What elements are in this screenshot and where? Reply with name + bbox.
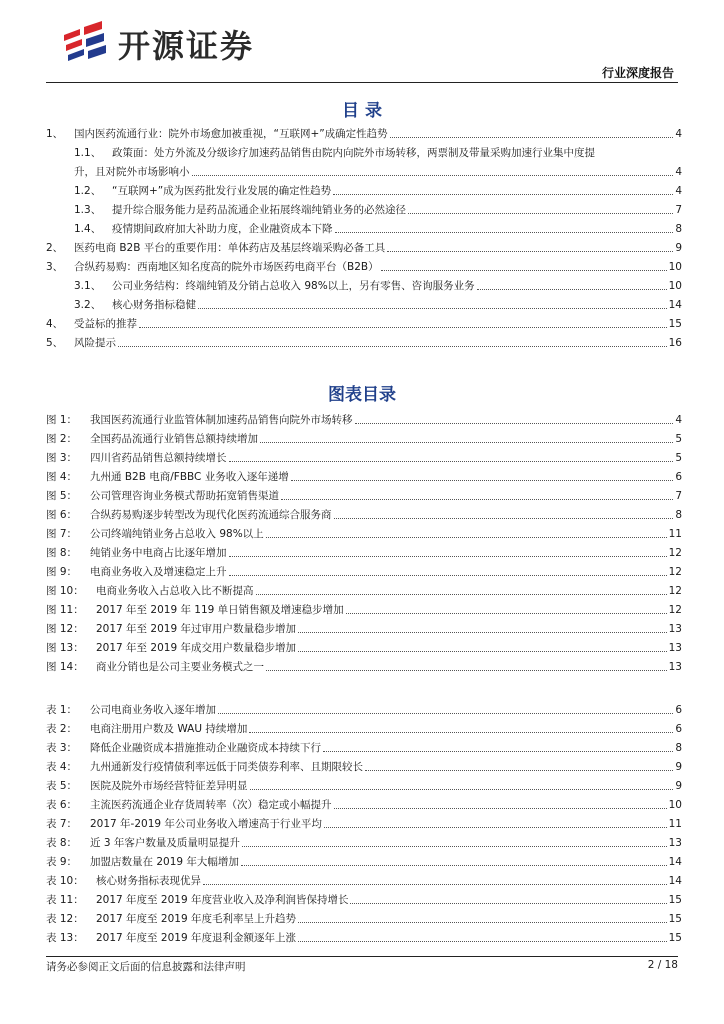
entry-number: 图 3： bbox=[46, 452, 78, 464]
entry-number: 表 3： bbox=[46, 742, 78, 754]
entry-number: 表 11： bbox=[46, 894, 84, 906]
entry-page-number: 10 bbox=[668, 261, 682, 273]
figure-entry[interactable] bbox=[46, 560, 682, 579]
dot-leader bbox=[218, 713, 673, 714]
entry-page-number: 15 bbox=[668, 894, 682, 906]
entry-page-number: 12 bbox=[668, 604, 682, 616]
entry-label: 公司电商业务收入逐年增加 bbox=[90, 704, 216, 716]
entry-label: 医院及院外市场经营特征差异明显 bbox=[90, 780, 248, 792]
table-entry[interactable] bbox=[46, 698, 682, 717]
entry-page-number: 9 bbox=[675, 780, 682, 792]
entry-page-number: 12 bbox=[668, 585, 682, 597]
figures-title: 图表目录 bbox=[328, 385, 396, 405]
entry-page-number: 16 bbox=[668, 337, 682, 349]
dot-leader bbox=[350, 903, 666, 904]
page-indicator: 2 / 18 bbox=[647, 959, 678, 971]
dot-leader bbox=[249, 732, 673, 733]
entry-label: 九州通新发行疫情债利率远低于同类债券利率、且期限较长 bbox=[90, 761, 363, 773]
table-entry[interactable] bbox=[46, 717, 682, 736]
dot-leader bbox=[118, 346, 667, 347]
entry-label: 商业分销也是公司主要业务模式之一 bbox=[96, 661, 264, 673]
table-entry[interactable] bbox=[46, 812, 682, 831]
toc-entry[interactable] bbox=[46, 274, 682, 293]
dot-leader bbox=[266, 670, 667, 671]
entry-label: 2017 年至 2019 年过审用户数量稳步增加 bbox=[96, 623, 296, 635]
entry-number: 图 11： bbox=[46, 604, 84, 616]
dot-leader bbox=[229, 556, 667, 557]
toc-entry[interactable] bbox=[46, 179, 682, 198]
entry-page-number: 13 bbox=[668, 837, 682, 849]
entry-page-number: 10 bbox=[668, 799, 682, 811]
dot-leader bbox=[298, 922, 667, 923]
entry-number: 表 10： bbox=[46, 875, 84, 887]
dot-leader bbox=[355, 423, 674, 424]
footer-divider bbox=[46, 956, 678, 957]
figure-entry[interactable] bbox=[46, 522, 682, 541]
dot-leader bbox=[229, 461, 674, 462]
entry-page-number: 15 bbox=[668, 932, 682, 944]
entry-number: 图 4： bbox=[46, 471, 78, 483]
entry-label: 降低企业融资成本措施推动企业融资成本持续下行 bbox=[90, 742, 321, 754]
dot-leader bbox=[229, 575, 667, 576]
entry-label: 2017 年度至 2019 年度营业收入及净利润皆保持增长 bbox=[96, 894, 349, 906]
entry-label: 公司终端纯销业务占总收入 98%以上 bbox=[90, 528, 264, 540]
entry-page-number: 12 bbox=[668, 547, 682, 559]
header-divider bbox=[46, 82, 678, 83]
figure-entry[interactable] bbox=[46, 617, 682, 636]
entry-number: 1.1、 bbox=[74, 147, 102, 159]
entry-number: 图 10： bbox=[46, 585, 84, 597]
dot-leader bbox=[203, 884, 667, 885]
dot-leader bbox=[298, 651, 667, 652]
entry-number: 5、 bbox=[46, 337, 64, 349]
entry-page-number: 13 bbox=[668, 623, 682, 635]
brand-name: 开源证券 bbox=[118, 27, 255, 65]
entry-number: 图 7： bbox=[46, 528, 78, 540]
entry-number: 4、 bbox=[46, 318, 64, 330]
entry-number: 3、 bbox=[46, 261, 64, 273]
entry-label: 主流医药流通企业存货周转率（次）稳定或小幅提升 bbox=[90, 799, 332, 811]
entry-label: 电商业务收入占总收入比不断提高 bbox=[96, 585, 254, 597]
dot-leader bbox=[390, 137, 674, 138]
table-entry[interactable] bbox=[46, 774, 682, 793]
entry-number: 图 5： bbox=[46, 490, 78, 502]
entry-page-number: 14 bbox=[668, 875, 682, 887]
logo-mark-icon bbox=[60, 21, 112, 67]
dot-leader bbox=[198, 308, 667, 309]
entry-number: 3.1、 bbox=[74, 280, 102, 292]
figure-entry[interactable] bbox=[46, 598, 682, 617]
table-entry[interactable] bbox=[46, 850, 682, 869]
entry-page-number: 8 bbox=[675, 223, 682, 235]
entry-page-number: 11 bbox=[668, 528, 682, 540]
entry-number: 图 8： bbox=[46, 547, 78, 559]
entry-page-number: 9 bbox=[675, 242, 682, 254]
table-entry[interactable] bbox=[46, 907, 682, 926]
entry-page-number: 4 bbox=[675, 414, 682, 426]
entry-number: 图 13： bbox=[46, 642, 84, 654]
entry-label: 提升综合服务能力是药品流通企业拓展终端纯销业务的必然途径 bbox=[112, 204, 406, 216]
document-type: 行业深度报告 bbox=[601, 66, 674, 80]
dot-leader bbox=[260, 442, 673, 443]
entry-label: 2017 年度至 2019 年度退利金额逐年上涨 bbox=[96, 932, 296, 944]
dot-leader bbox=[281, 499, 673, 500]
figure-entry[interactable] bbox=[46, 636, 682, 655]
entry-number: 1.4、 bbox=[74, 223, 102, 235]
toc-entry[interactable] bbox=[46, 217, 682, 236]
dot-leader bbox=[192, 175, 674, 176]
entry-number: 2、 bbox=[46, 242, 64, 254]
toc-title: 目 录 bbox=[342, 101, 382, 121]
figure-entry[interactable] bbox=[46, 446, 682, 465]
entry-label: 2017 年至 2019 年 119 单日销售额及增速稳步增加 bbox=[96, 604, 344, 616]
entry-page-number: 5 bbox=[675, 433, 682, 445]
figure-entry[interactable] bbox=[46, 427, 682, 446]
entry-number: 表 9： bbox=[46, 856, 78, 868]
figure-entry[interactable] bbox=[46, 503, 682, 522]
table-entry[interactable] bbox=[46, 831, 682, 850]
entry-page-number: 15 bbox=[668, 318, 682, 330]
toc-entry[interactable] bbox=[46, 293, 682, 312]
entry-label: 国内医药流通行业：院外市场愈加被重视，“互联网+”成确定性趋势 bbox=[74, 128, 388, 140]
entry-label: 纯销业务中电商占比逐年增加 bbox=[90, 547, 227, 559]
dot-leader bbox=[387, 251, 673, 252]
table-list bbox=[46, 698, 682, 945]
entry-page-number: 7 bbox=[675, 204, 682, 216]
footer-disclaimer: 请务必参阅正文后面的信息披露和法律声明 bbox=[46, 961, 246, 973]
entry-label: 全国药品流通行业销售总额持续增加 bbox=[90, 433, 258, 445]
table-entry[interactable] bbox=[46, 793, 682, 812]
entry-label: 核心财务指标稳健 bbox=[112, 299, 196, 311]
entry-label: 合纵药易购逐步转型改为现代化医药流通综合服务商 bbox=[90, 509, 332, 521]
dot-leader bbox=[266, 537, 667, 538]
entry-label: 2017 年度至 2019 年度毛利率呈上升趋势 bbox=[96, 913, 296, 925]
brand-logo bbox=[60, 20, 254, 68]
entry-label: 风险提示 bbox=[74, 337, 116, 349]
dot-leader bbox=[298, 941, 667, 942]
entry-page-number: 8 bbox=[675, 742, 682, 754]
entry-number: 表 13： bbox=[46, 932, 84, 944]
table-entry[interactable] bbox=[46, 736, 682, 755]
entry-label: “互联网+”成为医药批发行业发展的确定性趋势 bbox=[112, 185, 332, 197]
dot-leader bbox=[381, 270, 667, 271]
toc-entry[interactable] bbox=[46, 255, 682, 274]
entry-label: 加盟店数量在 2019 年大幅增加 bbox=[90, 856, 239, 868]
entry-number: 表 6： bbox=[46, 799, 78, 811]
entry-number: 表 5： bbox=[46, 780, 78, 792]
entry-page-number: 4 bbox=[675, 166, 682, 178]
table-entry[interactable] bbox=[46, 926, 682, 945]
entry-page-number: 14 bbox=[668, 299, 682, 311]
entry-number: 图 14： bbox=[46, 661, 84, 673]
entry-label: 电商业务收入及增速稳定上升 bbox=[90, 566, 227, 578]
dot-leader bbox=[139, 327, 667, 328]
entry-page-number: 6 bbox=[675, 471, 682, 483]
entry-page-number: 10 bbox=[668, 280, 682, 292]
entry-number: 图 9： bbox=[46, 566, 78, 578]
toc-entry[interactable] bbox=[46, 198, 682, 217]
dot-leader bbox=[291, 480, 674, 481]
toc-entry[interactable] bbox=[46, 141, 682, 160]
dot-leader bbox=[334, 808, 667, 809]
entry-label: 升，且对院外市场影响小 bbox=[74, 166, 190, 178]
toc-entry-continuation[interactable] bbox=[46, 160, 682, 179]
entry-number: 1.3、 bbox=[74, 204, 102, 216]
dot-leader bbox=[408, 213, 673, 214]
dot-leader bbox=[365, 770, 673, 771]
dot-leader bbox=[242, 846, 667, 847]
entry-label: 电商注册用户数及 WAU 持续增加 bbox=[90, 723, 248, 735]
entry-label: 医药电商 B2B 平台的重要作用：单体药店及基层终端采购必备工具 bbox=[74, 242, 386, 254]
entry-number: 表 12： bbox=[46, 913, 84, 925]
entry-page-number: 11 bbox=[668, 818, 682, 830]
entry-number: 图 12： bbox=[46, 623, 84, 635]
dot-leader bbox=[335, 232, 674, 233]
table-entry[interactable] bbox=[46, 869, 682, 888]
dot-leader bbox=[324, 827, 667, 828]
entry-number: 图 6： bbox=[46, 509, 78, 521]
toc-entry[interactable] bbox=[46, 312, 682, 331]
entry-label: 我国医药流通行业监管体制加速药品销售向院外市场转移 bbox=[90, 414, 353, 426]
entry-label: 合纵药易购：西南地区知名度高的院外市场医药电商平台（B2B） bbox=[74, 261, 379, 273]
entry-label: 公司业务结构：终端纯销及分销占总收入 98%以上，另有零售、咨询服务业务 bbox=[112, 280, 475, 292]
dot-leader bbox=[333, 194, 673, 195]
entry-page-number: 12 bbox=[668, 566, 682, 578]
entry-label: 核心财务指标表现优异 bbox=[96, 875, 201, 887]
entry-number: 表 2： bbox=[46, 723, 78, 735]
figure-entry[interactable] bbox=[46, 484, 682, 503]
dot-leader bbox=[323, 751, 673, 752]
entry-page-number: 4 bbox=[675, 128, 682, 140]
entry-label: 九州通 B2B 电商/FBBC 业务收入逐年递增 bbox=[90, 471, 289, 483]
entry-label: 2017 年至 2019 年成交用户数量稳步增加 bbox=[96, 642, 296, 654]
entry-page-number: 8 bbox=[675, 509, 682, 521]
dot-leader bbox=[334, 518, 674, 519]
entry-label: 政策面：处方外流及分级诊疗加速药品销售由院内向院外市场转移，两票制及带量采购加速行业集中度提 bbox=[112, 147, 595, 159]
toc-entry[interactable] bbox=[46, 331, 682, 350]
entry-label: 2017 年-2019 年公司业务收入增速高于行业平均 bbox=[90, 818, 322, 830]
entry-label: 疫情期间政府加大补助力度，企业融资成本下降 bbox=[112, 223, 333, 235]
dot-leader bbox=[477, 289, 667, 290]
toc-entry[interactable] bbox=[46, 122, 682, 141]
entry-label: 四川省药品销售总额持续增长 bbox=[90, 452, 227, 464]
figure-entry[interactable] bbox=[46, 408, 682, 427]
dot-leader bbox=[241, 865, 667, 866]
entry-page-number: 14 bbox=[668, 856, 682, 868]
table-entry[interactable] bbox=[46, 888, 682, 907]
dot-leader bbox=[346, 613, 667, 614]
entry-page-number: 13 bbox=[668, 661, 682, 673]
entry-number: 表 4： bbox=[46, 761, 78, 773]
entry-page-number: 6 bbox=[675, 704, 682, 716]
figure-entry[interactable] bbox=[46, 655, 682, 674]
entry-label: 公司管理咨询业务模式帮助拓宽销售渠道 bbox=[90, 490, 279, 502]
entry-number: 1.2、 bbox=[74, 185, 102, 197]
entry-page-number: 4 bbox=[675, 185, 682, 197]
dot-leader bbox=[256, 594, 667, 595]
entry-number: 表 8： bbox=[46, 837, 78, 849]
entry-number: 表 1： bbox=[46, 704, 78, 716]
entry-label: 近 3 年客户数量及质量明显提升 bbox=[90, 837, 240, 849]
entry-page-number: 15 bbox=[668, 913, 682, 925]
entry-number: 3.2、 bbox=[74, 299, 102, 311]
toc-entry[interactable] bbox=[46, 236, 682, 255]
figure-entry[interactable] bbox=[46, 541, 682, 560]
entry-page-number: 7 bbox=[675, 490, 682, 502]
table-entry[interactable] bbox=[46, 755, 682, 774]
entry-number: 表 7： bbox=[46, 818, 78, 830]
toc-list bbox=[46, 122, 682, 350]
dot-leader bbox=[298, 632, 667, 633]
entry-page-number: 6 bbox=[675, 723, 682, 735]
entry-number: 图 1： bbox=[46, 414, 78, 426]
entry-page-number: 9 bbox=[675, 761, 682, 773]
figure-entry[interactable] bbox=[46, 579, 682, 598]
entry-page-number: 13 bbox=[668, 642, 682, 654]
entry-number: 1、 bbox=[46, 128, 64, 140]
entry-number: 图 2： bbox=[46, 433, 78, 445]
entry-page-number: 5 bbox=[675, 452, 682, 464]
entry-label: 受益标的推荐 bbox=[74, 318, 137, 330]
figure-list bbox=[46, 408, 682, 674]
dot-leader bbox=[250, 789, 674, 790]
figure-entry[interactable] bbox=[46, 465, 682, 484]
